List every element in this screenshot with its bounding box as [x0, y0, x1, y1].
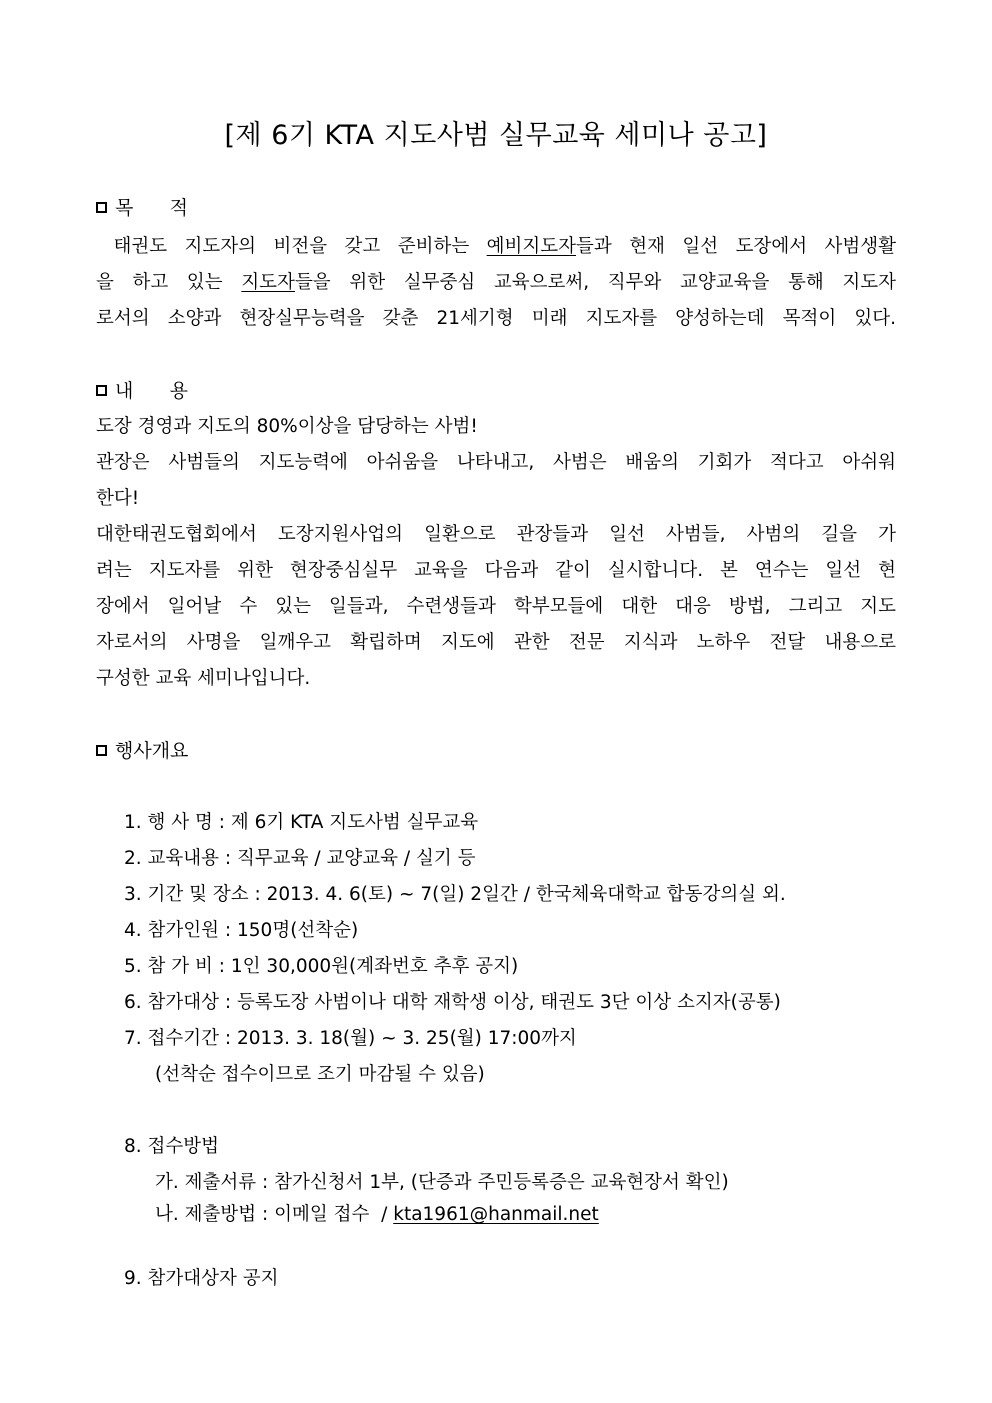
email-link[interactable]: kta1961@hanmail.net — [393, 1204, 599, 1225]
purpose-line: 로서의 소양과 현장실무능력을 갖춘 21세기형 미래 지도자를 양성하는데 목적이 있다. — [96, 308, 896, 329]
section-heading-label: 목 적 — [115, 197, 188, 219]
text-segment: 태권도 지도자의 비전을 갖고 준비하는 — [96, 236, 487, 257]
checkbox-bullet-icon — [96, 385, 107, 396]
section-heading-content — [96, 376, 188, 403]
section-heading-purpose — [96, 193, 188, 220]
section-heading-label: 행사개요 — [115, 740, 189, 762]
overview-item: 8. 접수방법 — [124, 1136, 220, 1157]
text-segment: 들과 현재 일선 도장에서 사범생활 — [576, 236, 896, 257]
section-heading-overview — [96, 736, 188, 763]
purpose-line — [96, 232, 896, 258]
underlined-text: 지도자 — [241, 272, 295, 293]
checkbox-bullet-icon — [96, 202, 107, 213]
text-segment: 나. 제출방법 : 이메일 접수 / — [155, 1204, 394, 1225]
overview-item: 9. 참가대상자 공지 — [124, 1268, 279, 1289]
text-segment: 들을 위한 실무중심 교육으로써, 직무와 교양교육을 통해 지도자 — [294, 272, 897, 293]
content-line: 장에서 일어날 수 있는 일들과, 수련생들과 학부모들에 대한 대응 방법, 그리고 지도 — [96, 596, 896, 617]
content-line: 구성한 교육 세미나입니다. — [96, 668, 311, 689]
page-title: [제 6기 KTA 지도사범 실무교육 세미나 공고] — [224, 120, 768, 151]
overview-item: 6. 참가대상 : 등록도장 사범이나 대학 재학생 이상, 태권도 3단 이상 소지자(공통) — [124, 992, 781, 1013]
content-line: 대한태권도협회에서 도장지원사업의 일환으로 관장들과 일선 사범들, 사범의 길을 가 — [96, 524, 896, 545]
section-heading-label: 내 용 — [115, 380, 188, 402]
checkbox-bullet-icon — [96, 745, 107, 756]
content-line: 려는 지도자를 위한 현장중심실무 교육을 다음과 같이 실시합니다. 본 연수는 일선 현 — [96, 560, 896, 581]
text-segment: 을 하고 있는 — [96, 272, 242, 293]
overview-item-note: (선착순 접수이므로 조기 마감될 수 있음) — [155, 1064, 485, 1085]
overview-item: 7. 접수기간 : 2013. 3. 18(월) ~ 3. 25(월) 17:00까지 — [124, 1028, 577, 1049]
overview-subitem: 가. 제출서류 : 참가신청서 1부, (단증과 주민등록증은 교육현장서 확인) — [155, 1172, 729, 1193]
underlined-text: 예비지도자 — [486, 236, 576, 257]
overview-subitem — [155, 1200, 599, 1226]
overview-item: 1. 행 사 명 : 제 6기 KTA 지도사범 실무교육 — [124, 812, 479, 833]
overview-item: 4. 참가인원 : 150명(선착순) — [124, 920, 359, 941]
content-line: 관장은 사범들의 지도능력에 아쉬움을 나타내고, 사범은 배움의 기회가 적다고 아쉬워 — [96, 452, 896, 473]
content-line: 한다! — [96, 488, 140, 509]
purpose-line — [96, 268, 896, 294]
content-line: 자로서의 사명을 일깨우고 확립하며 지도에 관한 전문 지식과 노하우 전달 내용으로 — [96, 632, 896, 653]
overview-item: 3. 기간 및 장소 : 2013. 4. 6(토) ~ 7(일) 2일간 / 한국체육대학교 합동강의실 외. — [124, 884, 786, 905]
content-line: 도장 경영과 지도의 80%이상을 담당하는 사범! — [96, 416, 478, 437]
overview-item: 2. 교육내용 : 직무교육 / 교양교육 / 실기 등 — [124, 848, 476, 869]
overview-item: 5. 참 가 비 : 1인 30,000원(계좌번호 추후 공지) — [124, 956, 519, 977]
